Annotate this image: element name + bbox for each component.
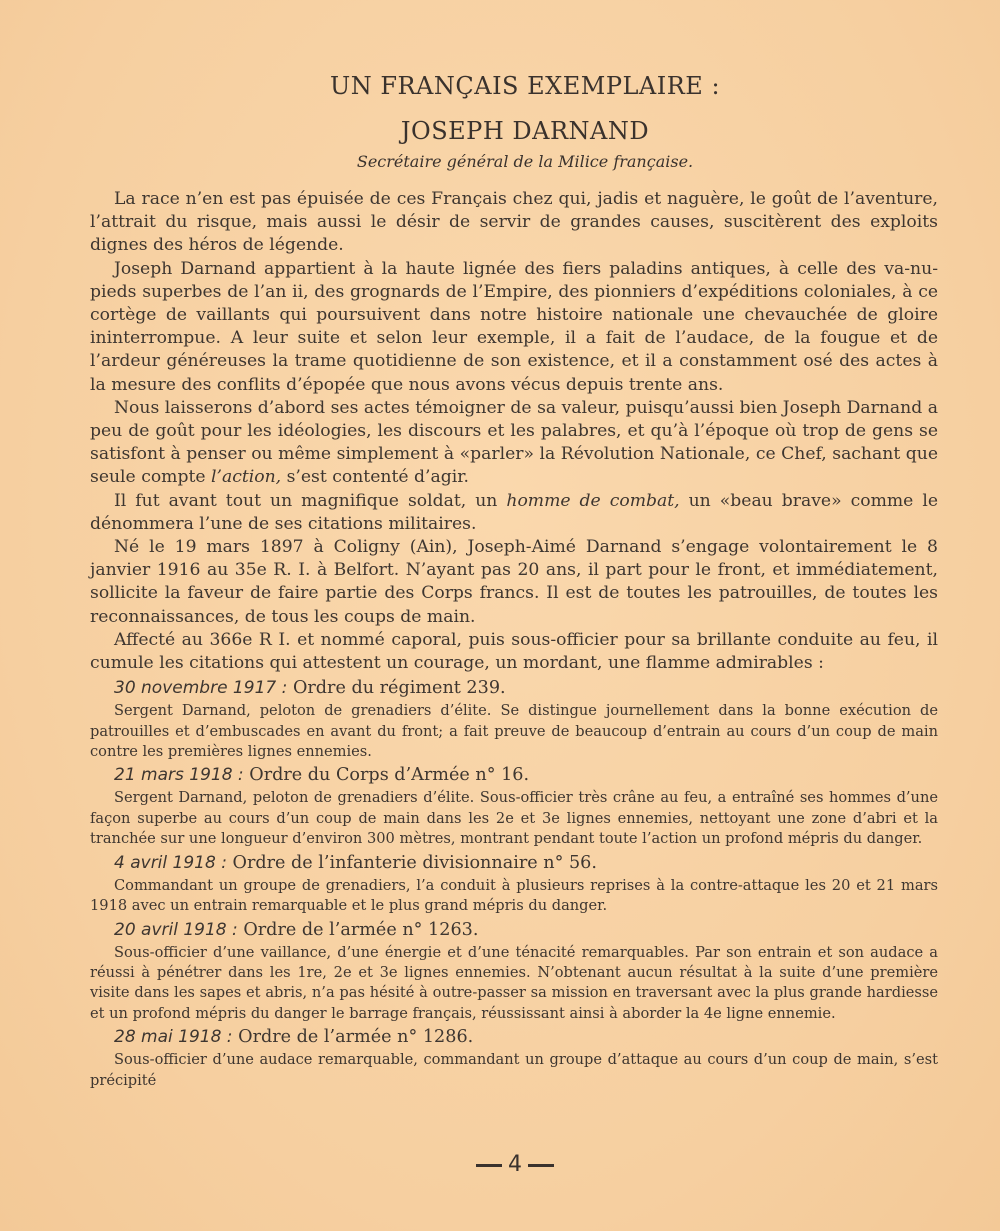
citation [90, 850, 938, 917]
emphasis-text: l’action, [211, 467, 282, 488]
paragraph-text: Il fut avant tout un magnifique soldat, un [114, 490, 507, 511]
citation-date: 21 mars 1918 : [114, 765, 244, 786]
citation-text: Sergent Darnand, peloton de grenadiers d’élite. Sous-officier très crâne au feu, a entraîné ses hommes d’une façon superbe au cours d’un coup de main dans les 2e et 3e lignes ennemies, nettoyant une zone d’abri et la tranchée sur une longueur d’environ 300 mètres, montrant pendant toute l’action un profond mépris du danger. [90, 789, 938, 848]
paragraph: Joseph Darnand appartient à la haute lignée des fiers paladins antiques, à celle des va-nu-pieds superbes de l’an ii, des grognards de l’Empire, des pionniers d’expéditions coloniales, à ce cortège de vaillants qui poursuivent dans notre histoire nationale une chevauchée de gloire ininterrompue. A leur suite et selon leur exemple, il a fait de l’audace, de la fougue et de l’ardeur généreuses la trame quotidienne de son existence, et il a constamment osé des actes à la mesure des conflits d’épopée que nous avons vécus depuis trente ans. [90, 258, 938, 395]
citation-date: 20 avril 1918 : [114, 919, 238, 940]
citation-heading [90, 1024, 938, 1050]
paragraph: Affecté au 366e R I. et nommé caporal, puis sous-officier pour sa brillante conduite au feu, il cumule les citations qui attestent un courage, un mordant, une flamme admirables : [90, 629, 938, 674]
citation-order: Ordre du Corps d’Armée n° 16. [249, 765, 530, 786]
paragraph-text: s’est contenté d’agir. [281, 467, 469, 488]
citation-heading [90, 762, 938, 788]
paragraph-text: Nous laisserons d’abord ses actes témoigner de sa valeur, puisqu’aussi bien Joseph Darnand a peu de goût pour les idéologies, les discours et les palabres, et qu’à l’époque où trop de gens se satisfont à penser ou même simplement à «parler» la Révolution Nationale, ce Chef, sachant que seule compte [90, 397, 938, 488]
folio-dash-left [476, 1164, 502, 1167]
page-number-text: 4 [508, 1152, 522, 1177]
citation-order: Ordre de l’armée n° 1263. [243, 919, 479, 940]
citation-order: Ordre de l’infanterie divisionnaire n° 56. [232, 852, 597, 873]
citation-text: Sous-officier d’une vaillance, d’une énergie et d’une ténacité remarquables. Par son entrain et son audace a réussi à pénétrer dans les 1re, 2e et 3e lignes ennemies. N’obtenant aucun résultat à la suite d’une première visite dans les sapes et abris, n’a pas hésité à outre-passer sa mission en traversant avec la plus grande hardiesse et un profond mépris du danger le barrage français, réussissant ainsi à aborder la 4e ligne ennemie. [90, 943, 938, 1022]
paragraph [90, 490, 938, 536]
citation [90, 762, 938, 849]
article-subtitle: Secrétaire général de la Milice française. [356, 152, 694, 171]
paragraph: La race n’en est pas épuisée de ces Français chez qui, jadis et naguère, le goût de l’aventure, l’attrait du risque, mais aussi le désir de servir de grandes causes, suscitèrent des exploits dignes des héros de légende. [90, 189, 938, 256]
page-number [460, 1152, 570, 1177]
citation-text: Sergent Darnand, peloton de grenadiers d’élite. Se distingue journellement dans la bonne exécution de patrouilles et d’embuscades en avant du front; a fait preuve de beaucoup d’entrain au cours d’un coup de main contre les premières lignes ennemies. [90, 702, 938, 761]
article-subject-name: JOSEPH DARNAND [400, 117, 650, 145]
article-body [90, 188, 938, 1091]
citation [90, 675, 938, 762]
paragraph: Né le 19 mars 1897 à Coligny (Ain), Joseph-Aimé Darnand s’engage volontairement le 8 janvier 1916 au 35e R. I. à Belfort. N’ayant pas 20 ans, il part pour le front, et immédiatement, sollicite la faveur de faire partie des Corps francs. Il est de toutes les patrouilles, de toutes les reconnaissances, de tous les coups de main. [90, 537, 938, 627]
citation-text: Sous-officier d’une audace remarquable, commandant un groupe d’attaque au cours d’un coup de main, s’est précipité [90, 1051, 938, 1089]
citation-text: Commandant un groupe de grenadiers, l’a conduit à plusieurs reprises à la contre-attaque les 20 et 21 mars 1918 avec un entrain remarquable et le plus grand mépris du danger. [90, 876, 938, 915]
citation-heading [90, 675, 938, 701]
citation [90, 917, 938, 1025]
emphasis-text: homme de combat, [506, 490, 680, 511]
citation-order: Ordre du régiment 239. [292, 678, 506, 699]
citation [90, 1024, 938, 1091]
paragraph [90, 397, 938, 490]
citation-order: Ordre de l’armée n° 1286. [238, 1027, 474, 1048]
citation-date: 28 mai 1918 : [114, 1027, 233, 1048]
citation-date: 4 avril 1918 : [114, 852, 227, 873]
citation-heading [90, 917, 938, 943]
folio-dash-right [528, 1164, 554, 1167]
citation-heading [90, 850, 938, 876]
paragraph-text: un «beau brave» comme le dénommera l’une de ses citations militaires. [90, 490, 939, 534]
article-title: UN FRANÇAIS EXEMPLAIRE : [329, 72, 721, 100]
citation-date: 30 novembre 1917 : [114, 678, 288, 699]
